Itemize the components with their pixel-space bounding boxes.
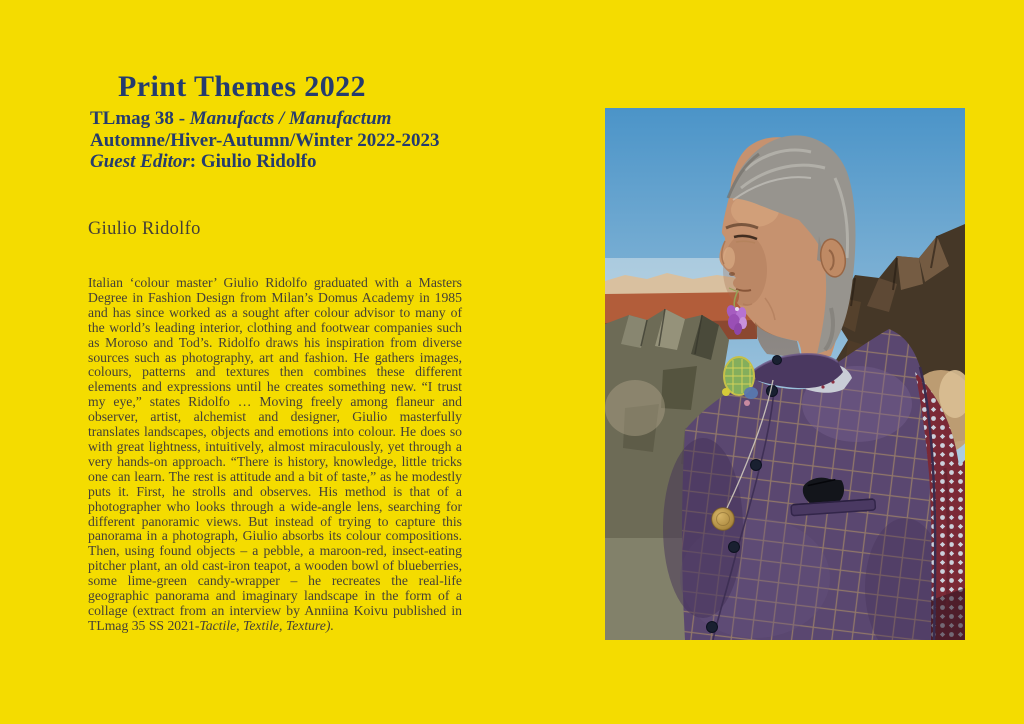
issue-line-3	[90, 151, 440, 173]
article-body-italic-end: Tactile, Textile, Texture).	[199, 617, 334, 633]
issue-info-block	[90, 108, 440, 173]
article-body	[88, 276, 462, 634]
author-heading: Giulio Ridolfo	[88, 219, 201, 239]
guest-editor-name: : Giulio Ridolfo	[189, 151, 317, 172]
portrait-photo	[605, 108, 965, 640]
issue-theme-title: Manufacts / Manufactum	[189, 108, 392, 129]
issue-number: TLmag 38	[90, 108, 174, 129]
article-body-main: Italian ‘colour master’ Giulio Ridolfo graduated with a Masters Degree in Fashion Design from Milan’s Domus Academy in 1985 and has since worked as a sought after colour advisor to many of the world’s leading interior, clothing and footwear companies such as Moroso and Tod’s. Ridolfo draws his inspiration from diverse sources such as photography, art and fashion. He gathers images, colours, patterns and textures then combines these different elements and expressions until he creates something new. “I trust my eye,” states Ridolfo … Moving freely among flaneur and observer, artist, alchemist and designer, Giulio masterfully translates landscapes, objects and emotions into colour. He does so with great lightness, intuitively, almost miraculously, yet through a very hands-on approach. “There is history, knowledge, little tricks one can learn. The rest is attitude and a bit of taste,” as he modestly puts it. First, he strolls and observes. His method is that of a photographer who looks through a wide-angle lens, searching for different panoramic views. But instead of trying to capture this panorama in a photograph, Giulio absorbs its colour compositions. Then, using found objects – a pebble, a maroon-red, insect-eating pitcher plant, an old cast-iron teapot, a wooden bowl of blueberries, some lime-green candy-wrapper – he recreates the real-life geographic panorama and imaginary landscape in the form of a collage (extract from an interview by Anniina Koivu published in TLmag 35 SS 2021-	[88, 275, 462, 633]
issue-separator: -	[173, 108, 190, 129]
guest-editor-label: Guest Editor	[90, 151, 190, 172]
issue-line-2: Automne/Hiver-Autumn/Winter 2022-2023	[90, 129, 440, 151]
page-title: Print Themes 2022	[118, 70, 366, 104]
issue-line-1	[90, 108, 440, 130]
